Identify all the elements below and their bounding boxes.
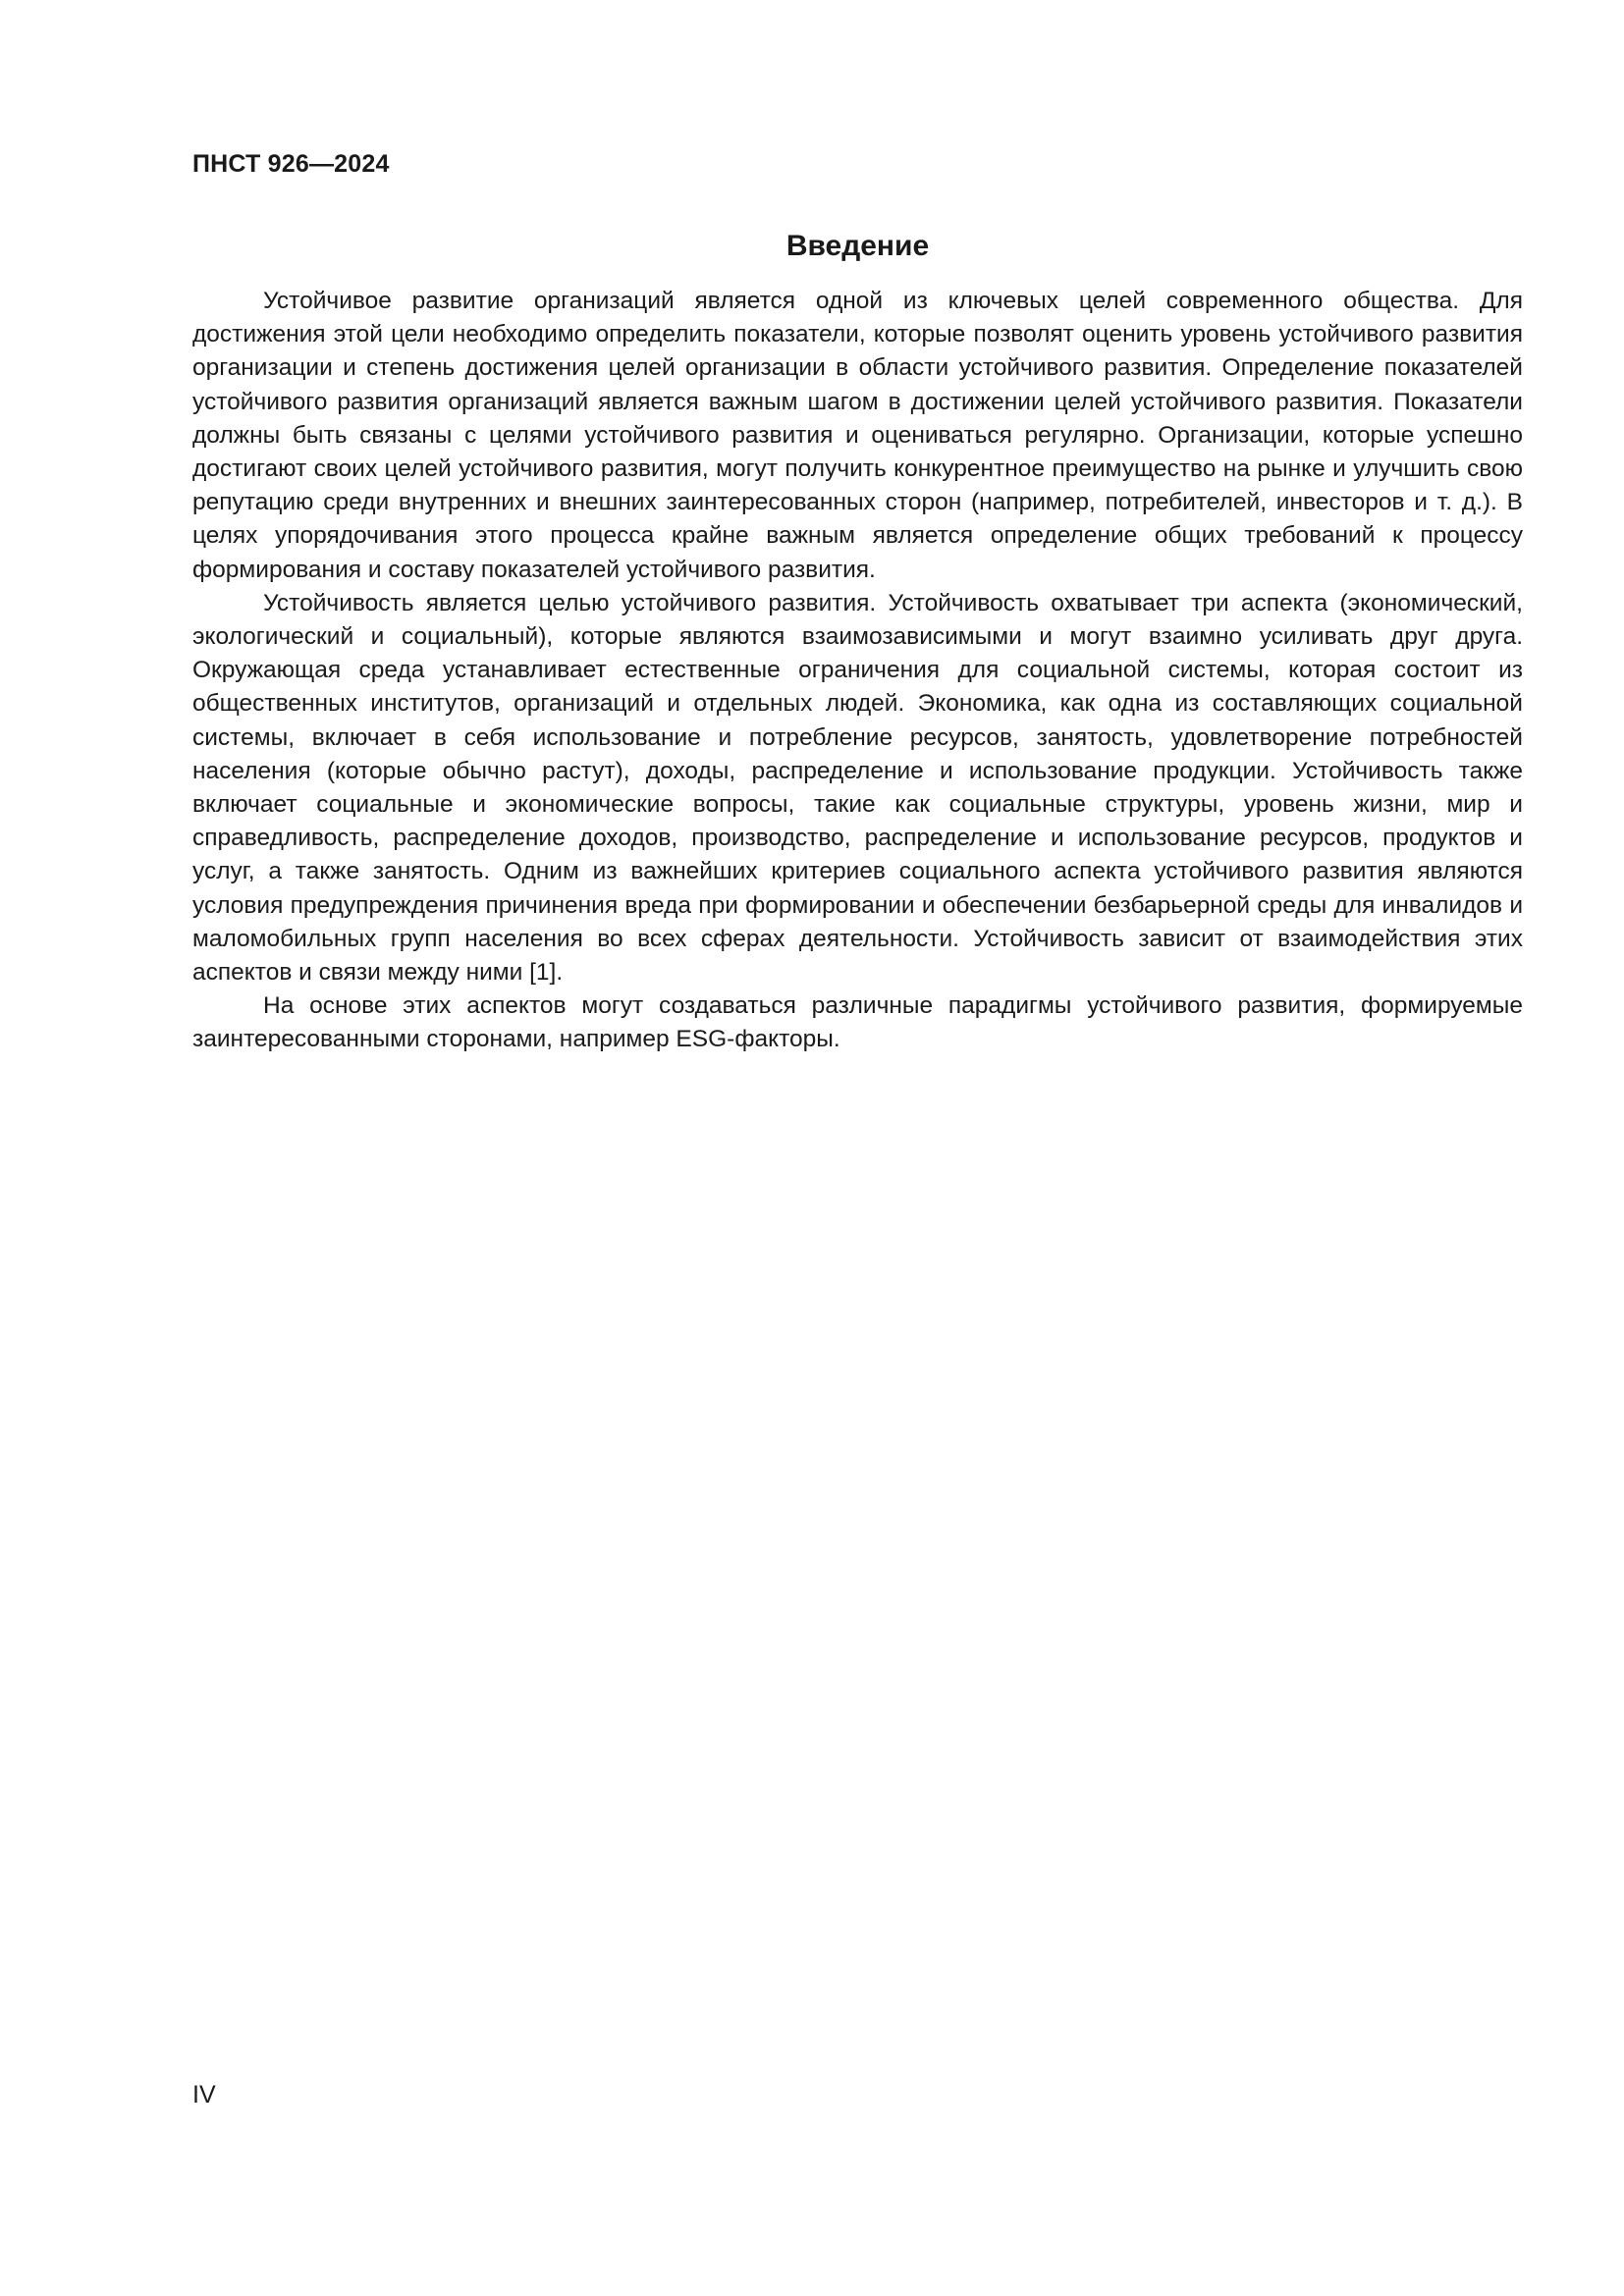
page-number: IV [192, 2081, 216, 2109]
section-body [192, 285, 1523, 1057]
document-code: ПНСТ 926—2024 [192, 150, 390, 178]
section-title: Введение [785, 230, 930, 262]
paragraph: Устойчивость является целью устойчивого развития. Устойчивость охватывает три аспекта (экономический, экологический и социальный), которые являются взаимозависимыми и могут взаимно усиливать друг друга. Окружающая среда устанавливает естественные ограничения для социальной системы, которая состоит из общественных институтов, организаций и отдельных людей. Экономика, как одна из составляющих социальной системы, включает в себя использование и потребление ресурсов, занятость, удовлетворение потребностей населения (которые обычно растут), доходы, распределение и использование продукции. Устойчивость также включает социальные и экономические вопросы, такие как социальные структуры, уровень жизни, мир и справедливость, распределение доходов, производство, распределение и использование ресурсов, продуктов и услуг, а также занятость. Одним из важнейших критериев социального аспекта устойчивого развития являются условия предупреждения причинения вреда при формировании и обеспечении безбарьерной среды для инвалидов и маломобильных групп населения во всех сферах деятельности. Устойчивость зависит от взаимодействия этих аспектов и связи между ними [1]. [192, 589, 1523, 987]
paragraph: На основе этих аспектов могут создаваться различные парадигмы устойчивого развития, формируемые заинтересованными сторонами, например ESG-факторы. [192, 992, 1523, 1053]
paragraph: Устойчивое развитие организаций является одной из ключевых целей современного общества. Для достижения этой цели необходимо определить показатели, которые позволят оценить уровень устойчивого развития организации и степень достижения целей организации в области устойчивого развития. Определение показателей устойчивого развития организаций является важным шагом в достижении целей устойчивого развития. Показатели должны быть связаны с целями устойчивого развития и оцениваться регулярно. Организации, которые успешно достигают своих целей устойчивого развития, могут получить конкурентное преимущество на рынке и улучшить свою репутацию среди внутренних и внешних заинтересованных сторон (например, потребителей, инвесторов и т. д.). В целях упорядочивания этого процесса крайне важным является определение общих требований к процессу формирования и составу показателей устойчивого развития. [192, 288, 1523, 583]
